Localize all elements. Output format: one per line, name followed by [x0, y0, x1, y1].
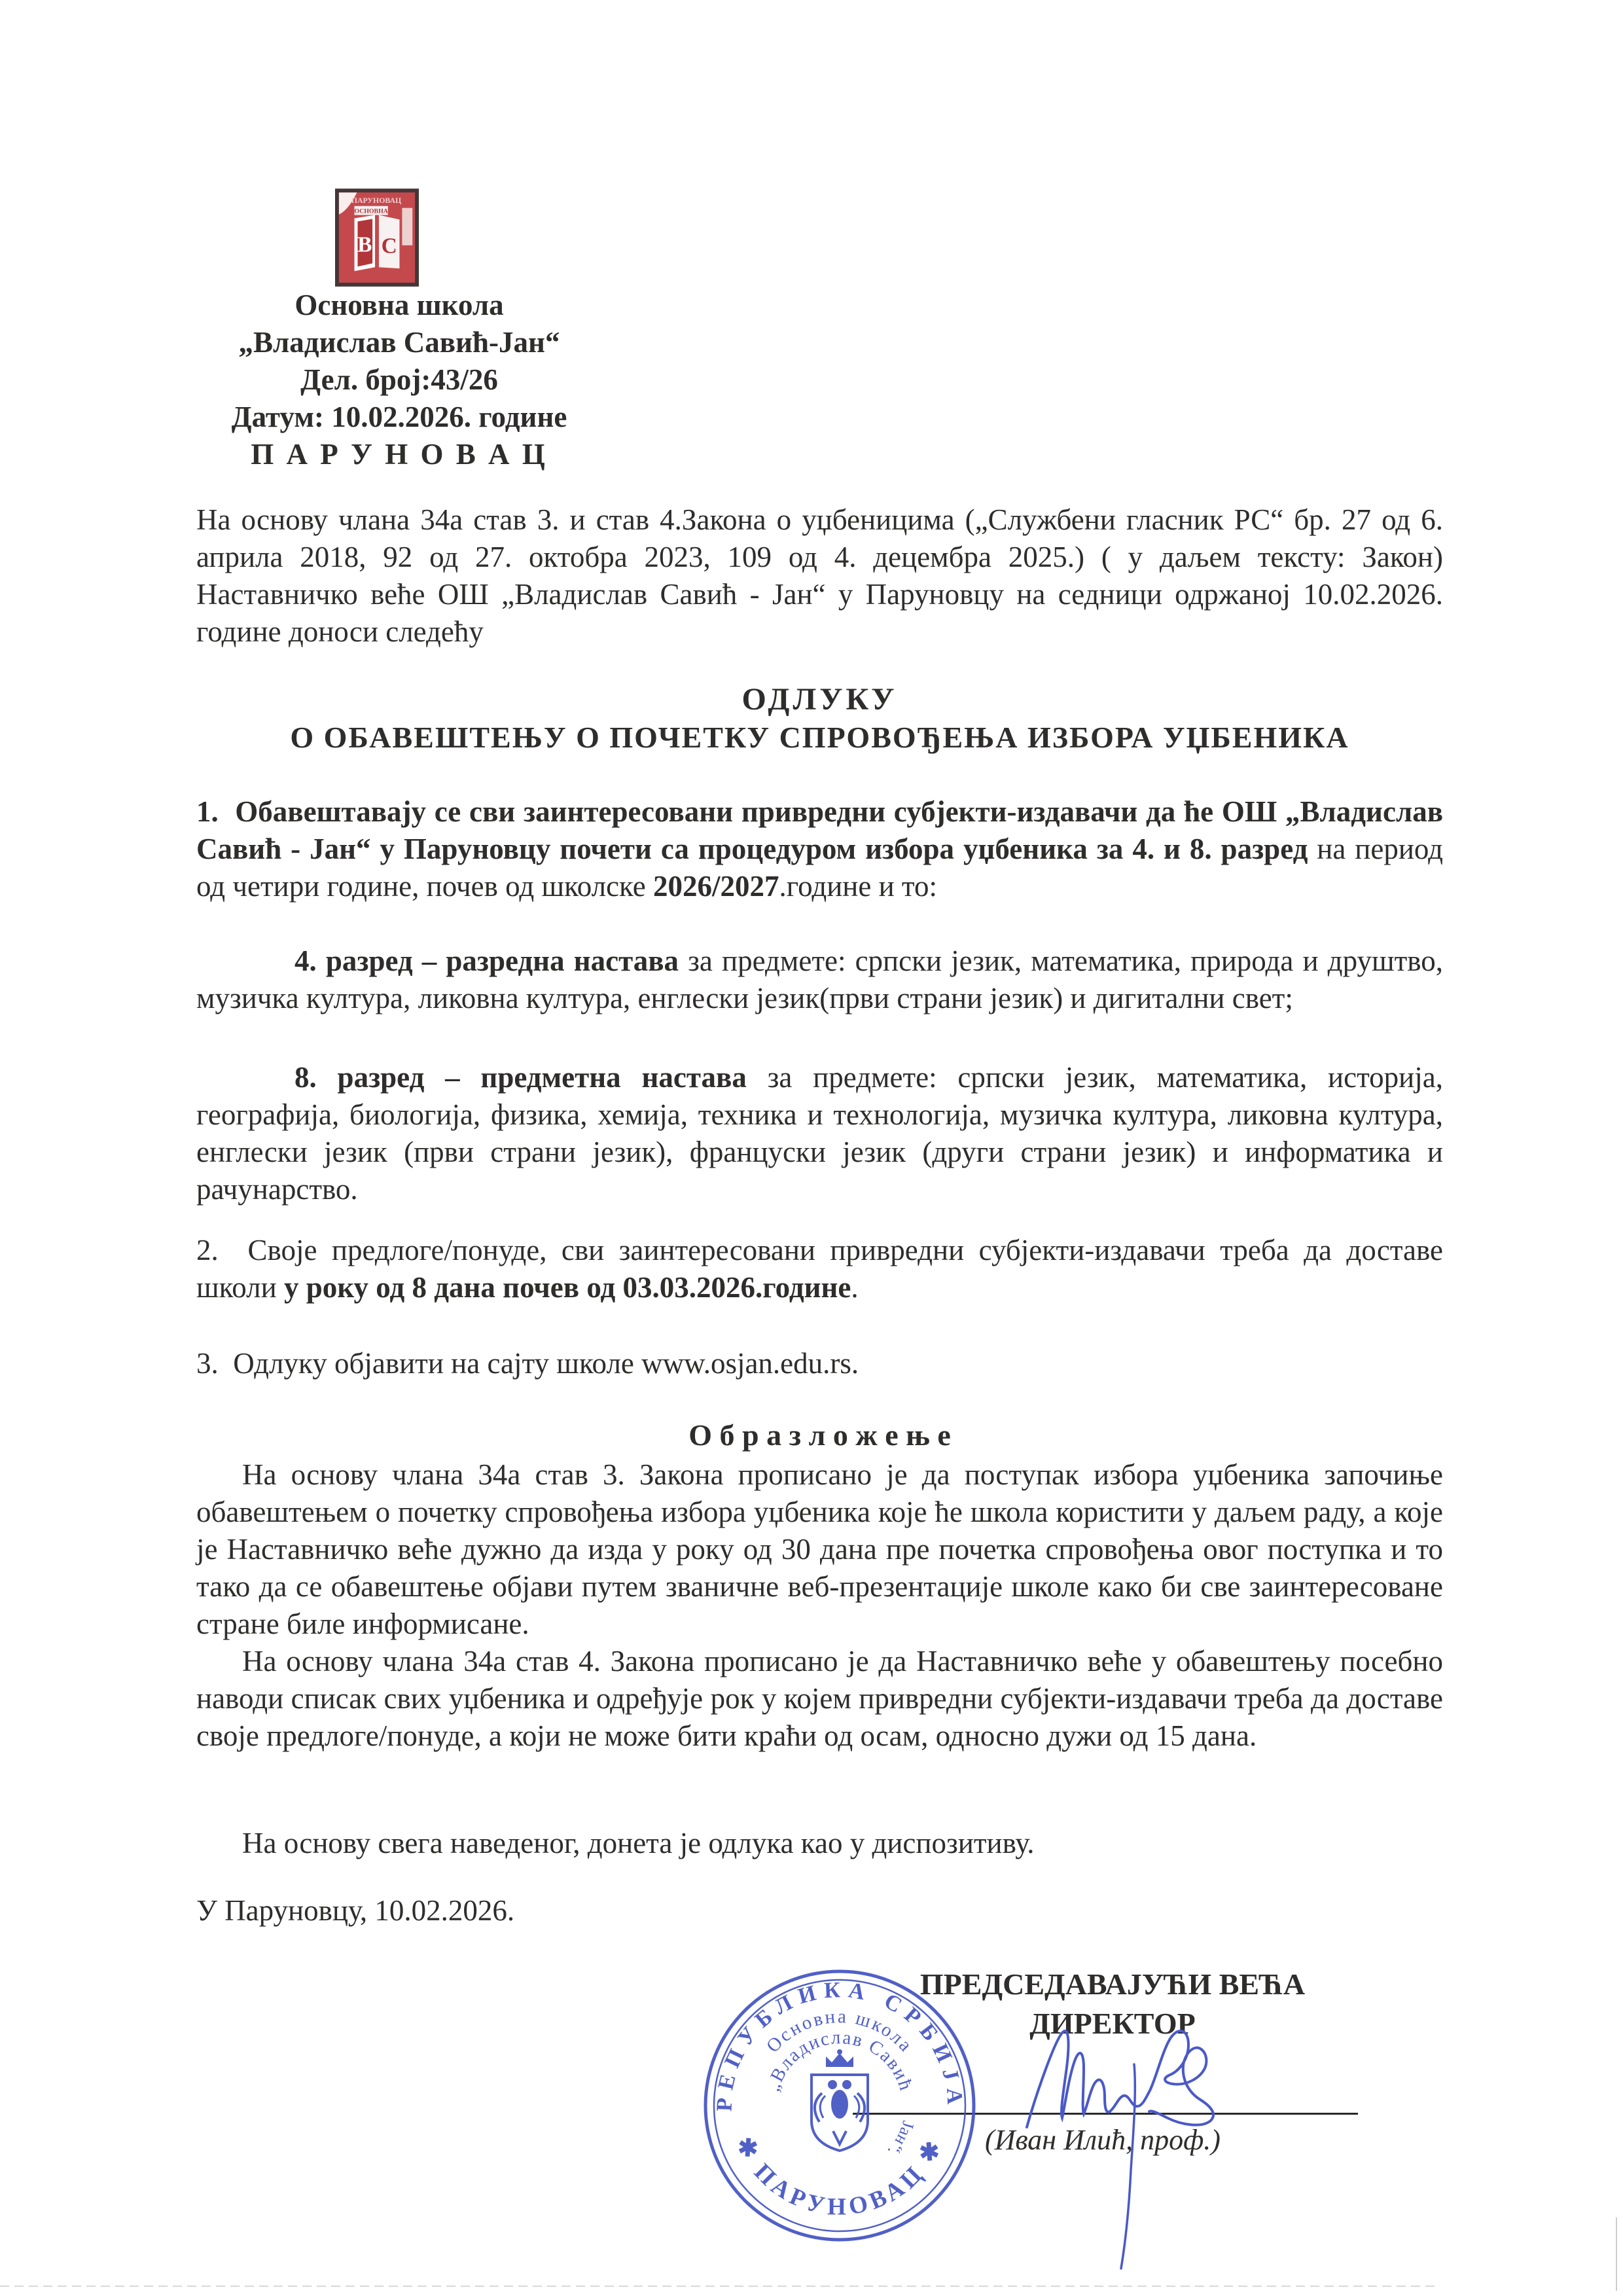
school-name-line1: Основна школа [294, 289, 504, 321]
signature-role-line1: ПРЕДСЕДАВАЈУЋИ ВЕЋА [919, 1967, 1306, 2001]
logo-letter-left: В [357, 232, 372, 257]
grade-8-paragraph [196, 1059, 1443, 1208]
item-3-paragraph [196, 1345, 1443, 1382]
rationale-paragraph-1 [196, 1456, 1443, 1643]
item-2-regular-text: 2. Своје предлоге/понуде, сви заинтересовани привредни субјекти-издавачи треба да доставе школи [196, 1234, 1443, 1304]
signature-role-line2: ДИРЕКТОР [1029, 2007, 1196, 2040]
decision-title-block [196, 681, 1443, 757]
stamp-arc-bottom-text: ✱ ПАРУНОВАЦ ✱ [730, 2132, 950, 2221]
document-date: Датум: 10.02.2026. године [231, 401, 567, 433]
item-2-deadline: у року од 8 дана почев од 03.03.2026.године [283, 1271, 851, 1304]
stamp-arc-top-text: РЕПУБЛИКА СРБИЈА [712, 1977, 967, 2112]
school-logo-icon [335, 188, 419, 287]
item-1-schoolyear: 2026/2027 [653, 870, 779, 903]
rationale-para1-text: На основу члана 34а став 3. Закона прописано је да поступак избора уџбеника започиње обавештењем о почетку спровођења избора уџбеника које ће школа користити у даљем раду, а које је Наставничко веће дужно да изда у року од 30 дана пре почетка спровођења овог поступка и то тако да се обавештење објави путем званичне веб-презентације школе како би све заинтересоване стране биле информисане. [196, 1458, 1443, 1640]
grade-4-paragraph [196, 942, 1443, 1017]
school-name-line2: „Владислав Савић-Јан“ [238, 326, 560, 359]
rationale-paragraph-2 [196, 1643, 1443, 1755]
grade-8-subjects: за предмете: српски језик, математика, историја, географија, биологија, физика, хемија, техника и технологија, музичка култура, ликовна култура, енглески језик (први страни језик), француски језик (други страни језик) и информатика и рачунарство. [196, 1061, 1443, 1206]
grade-8-heading: 8. разред – предметна настава [294, 1061, 747, 1094]
rationale-para2-text: На основу члана 34а став 4. Закона прописано је да Наставничко веће у обавештењу посебно наводи списак свих уџбеника и одређује рок у којем привредни субјекти-издавачи треба да доставе своје предлоге/понуде, а који не може бити краћи од осам, односно дужи од 15 дана. [196, 1645, 1443, 1752]
document-number: Дел. број:43/26 [300, 363, 498, 396]
svg-text:Јан“. [884, 2119, 918, 2161]
scan-artifact-line [0, 2286, 1440, 2287]
coat-of-arms-icon [812, 2049, 868, 2151]
rationale-paragraph-3 [196, 1825, 1443, 1862]
item-1-bold-text: 1. Обавештавају се сви заинтересовани привредни субјекти-издавачи да ће ОШ „Владислав Савић - Јан“ у Паруновцу почети са процедуром избора уџбеника за 4. и 8. разред [196, 795, 1443, 865]
intro-text: На основу члана 34а став 3. и став 4.Закона о уџбеницима („Службени гласник РС“ бр. 27 од 6. априла 2018, 92 од 27. октобра 2023, 109 од 4. децембра 2025.) ( у даљем тексту: Закон) Наставничко веће ОШ „Владислав Савић - Јан“ у Паруновцу на седници одржаној 10.02.2026. године доноси следећу [196, 503, 1443, 648]
stamp-inner-text-1: Основна школа [762, 2006, 918, 2057]
signer-name: (Иван Илић, проф.) [985, 2124, 1221, 2156]
grade-4-subjects: за предмете: српски језик, математика, природа и друштво, музичка култура, ликовна култура, енглески језик(први страни језик) и дигитални свет; [196, 944, 1443, 1014]
logo-top-text: ПАРУНОВАЦ [351, 195, 402, 205]
item-1-paragraph [196, 793, 1443, 905]
scan-artifact-edge [1616, 2217, 1617, 2291]
rationale-para3-text: На основу свега наведеног, донета је одлука као у диспозитиву. [242, 1827, 1035, 1859]
closing-place-date: У Паруновцу, 10.02.2026. [196, 1894, 515, 1927]
intro-paragraph [196, 501, 1443, 651]
place-name: П А Р У Н О В А Ц [251, 438, 548, 471]
logo-letter-right: С [381, 234, 397, 259]
letterhead [203, 287, 596, 473]
school-stamp [699, 1965, 980, 2246]
decision-subtitle: О ОБАВЕШТЕЊУ О ПОЧЕТКУ СПРОВОЂЕЊА ИЗБОРА УЏБЕНИКА [290, 721, 1349, 754]
rationale-heading: О б р а з л о ж е њ е [688, 1418, 951, 1452]
school-logo [335, 188, 419, 287]
item-3-text: 3. Одлуку објавити на сајту школе www.osjan.edu.rs. [196, 1347, 859, 1380]
item-1-regular-text: на период од четири године, почев од школске [196, 833, 1443, 903]
item-2-paragraph [196, 1232, 1443, 1306]
grade-4-heading: 4. разред – разредна настава [294, 944, 679, 977]
decision-title: ОДЛУКУ [741, 682, 898, 717]
stamp-inner-text-3: Јан“. [883, 2119, 918, 2161]
logo-strip-text: ОСНОВНА [354, 207, 388, 215]
item-2-ending: . [851, 1271, 859, 1304]
round-stamp-icon [699, 1965, 980, 2246]
stamp-inner-text-2: „Владислав Савић [762, 2026, 917, 2094]
item-1-ending: .године и то: [779, 870, 938, 903]
